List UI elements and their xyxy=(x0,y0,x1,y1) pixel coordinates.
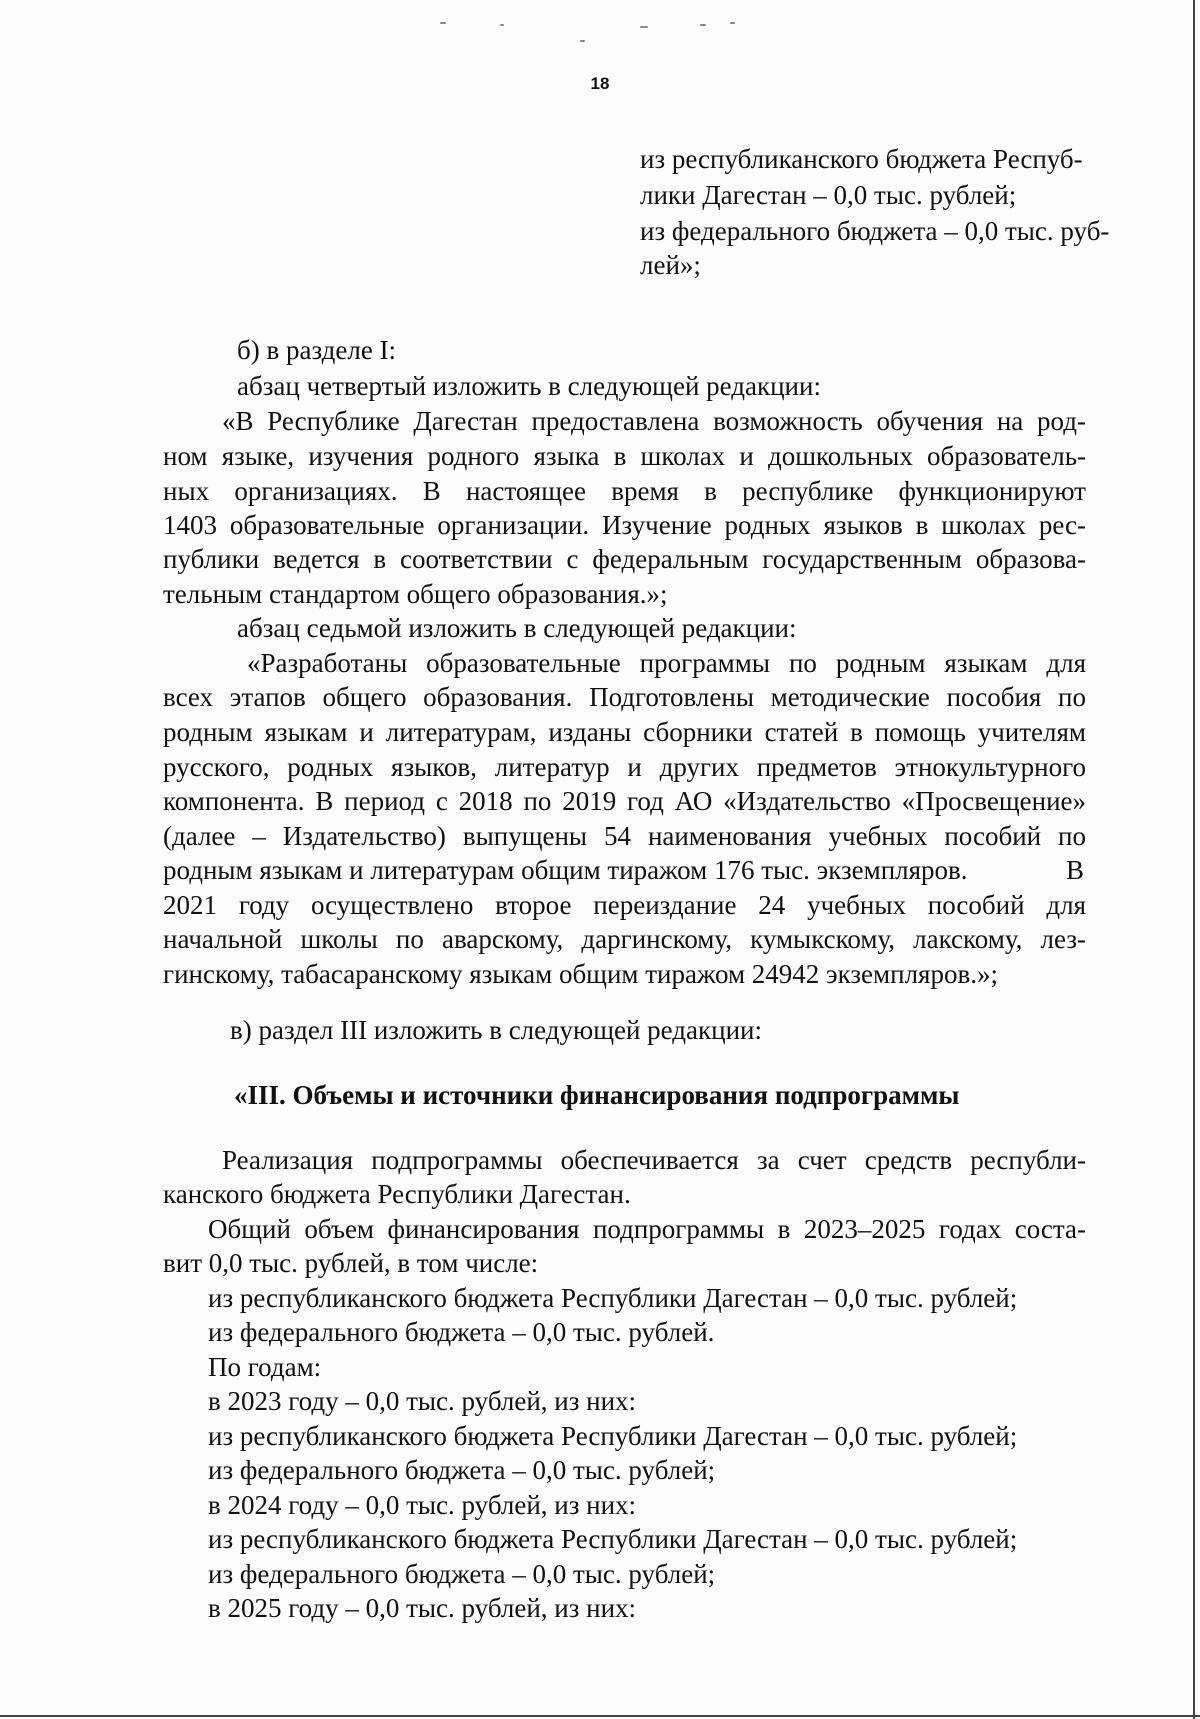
finance-line-1: Реализация подпрограммы обеспечивается за счет средств республи- xyxy=(222,1145,1086,1175)
finance-line-10: из федерального бюджета – 0,0 тыс. рублей; xyxy=(208,1455,716,1485)
para7-line-7-tail: В xyxy=(1066,855,1085,885)
finance-line-6: из федерального бюджета – 0,0 тыс. рублей. xyxy=(208,1317,715,1347)
finance-line-7: По годам: xyxy=(208,1352,322,1382)
page-number: 18 xyxy=(590,74,610,93)
top-line-4: лей»; xyxy=(640,250,701,280)
finance-line-4: вит 0,0 тыс. рублей, в том числе: xyxy=(163,1248,539,1278)
para7-line-1: «Разработаны образовательные программы по родным языкам для xyxy=(247,648,1086,678)
para7-line-6: (далее – Издательство) выпущены 54 наименования учебных пособий по xyxy=(163,821,1086,851)
finance-line-3: Общий объем финансирования подпрограммы в 2023–2025 годах соста- xyxy=(208,1214,1086,1244)
section-b-heading: б) в разделе I: xyxy=(237,335,397,365)
para7-line-5: компонента. В период с 2018 по 2019 год АО «Издательство «Просвещение» xyxy=(163,786,1086,816)
finance-line-11: в 2024 году – 0,0 тыс. рублей, из них: xyxy=(208,1490,637,1520)
scan-artifact xyxy=(440,22,446,24)
top-line-2: лики Дагестан – 0,0 тыс. рублей; xyxy=(640,180,1017,210)
scan-artifact xyxy=(580,40,585,42)
para4-line-6: тельным стандартом общего образования.»; xyxy=(163,579,668,609)
finance-line-13: из федерального бюджета – 0,0 тыс. рублей; xyxy=(208,1559,716,1589)
para7-line-10: гинскому, табасаранскому языкам общим тиражом 24942 экземпляров.»; xyxy=(163,959,998,989)
top-line-1: из республиканского бюджета Респуб- xyxy=(640,144,1083,174)
finance-line-12: из республиканского бюджета Республики Дагестан – 0,0 тыс. рублей; xyxy=(208,1524,1018,1554)
scan-artifact xyxy=(700,24,706,26)
para7-line-9: начальной школы по аварскому, даргинскому, кумыкскому, лакскому, лез- xyxy=(163,924,1086,954)
para4-line-2: ном языке, изучения родного языка в школах и дошкольных образователь- xyxy=(163,441,1086,471)
section-v-heading: в) раздел III изложить в следующей редакции: xyxy=(230,1015,762,1045)
finance-line-14: в 2025 году – 0,0 тыс. рублей, из них: xyxy=(208,1593,637,1623)
para7-intro: абзац седьмой изложить в следующей редакции: xyxy=(237,613,797,643)
finance-line-5: из республиканского бюджета Республики Дагестан – 0,0 тыс. рублей; xyxy=(208,1283,1018,1313)
scan-edge-bottom xyxy=(0,1715,1200,1717)
scan-artifact xyxy=(640,26,648,28)
finance-line-2: канского бюджета Республики Дагестан. xyxy=(163,1179,631,1209)
top-line-3: из федерального бюджета – 0,0 тыс. руб- xyxy=(640,216,1110,246)
para4-intro: абзац четвертый изложить в следующей редакции: xyxy=(237,371,821,401)
para7-line-2: всех этапов общего образования. Подготовлены методические пособия по xyxy=(163,682,1086,712)
scan-artifact xyxy=(730,22,735,24)
section-v-title: «III. Объемы и источники финансирования подпрограммы xyxy=(234,1080,960,1110)
para4-line-5: публики ведется в соответствии с федеральным государственным образова- xyxy=(163,544,1086,574)
para7-line-7: родным языкам и литературам общим тиражом 176 тыс. экземпляров. xyxy=(163,855,968,885)
para7-line-8: 2021 году осуществлено второе переиздание 24 учебных пособий для xyxy=(163,890,1086,920)
finance-line-9: из республиканского бюджета Республики Дагестан – 0,0 тыс. рублей; xyxy=(208,1421,1018,1451)
finance-line-8: в 2023 году – 0,0 тыс. рублей, из них: xyxy=(208,1386,637,1416)
scan-edge-right xyxy=(1193,0,1195,1719)
scan-artifact xyxy=(500,24,504,26)
para4-line-4: 1403 образовательные организации. Изучение родных языков в школах рес- xyxy=(163,510,1086,540)
para4-line-1: «В Республике Дагестан предоставлена возможность обучения на род- xyxy=(222,406,1086,436)
para4-line-3: ных организациях. В настоящее время в республике функционируют xyxy=(163,476,1086,506)
para7-line-3: родным языкам и литературам, изданы сборники статей в помощь учителям xyxy=(163,717,1086,747)
para7-line-4: русского, родных языков, литератур и других предметов этнокультурного xyxy=(163,752,1086,782)
